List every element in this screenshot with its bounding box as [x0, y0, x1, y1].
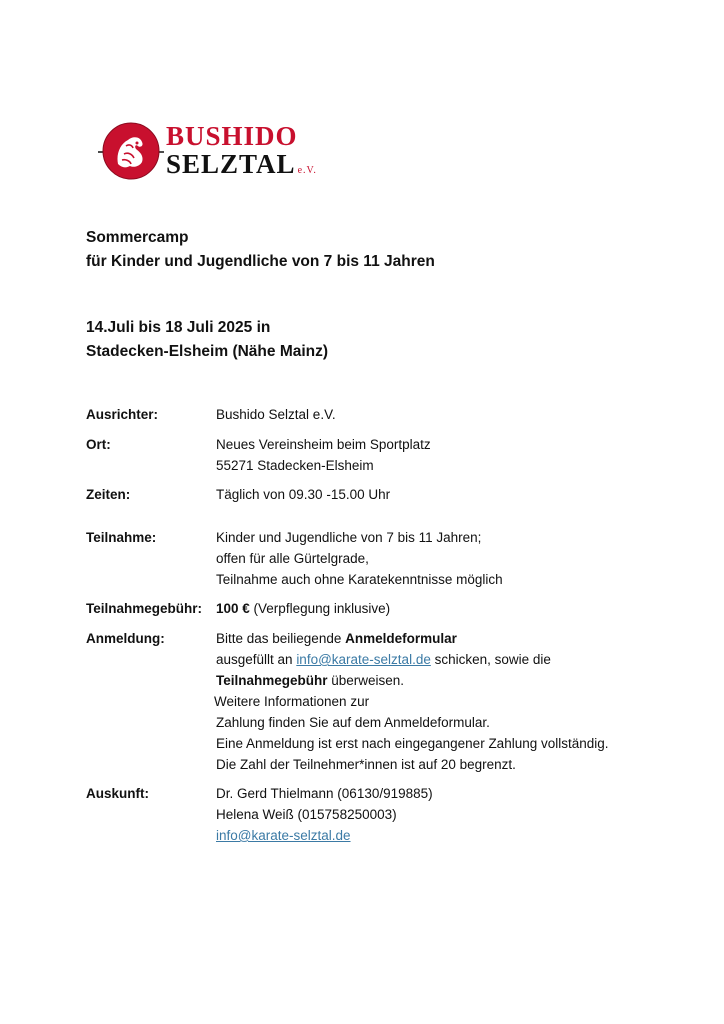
camp-title-line1: Sommercamp — [86, 229, 189, 246]
anmeldung-l6: Eine Anmeldung ist erst nach eingegangener Zahlung vollständig. — [216, 736, 609, 751]
label-teilnahme: Teilnahme: — [86, 530, 157, 545]
teilnahme-line1: Kinder und Jugendliche von 7 bis 11 Jahren; — [216, 530, 482, 545]
anmeldung-l1-text: Bitte das beiliegende — [216, 631, 346, 646]
email-link-anmeldung[interactable]: info@karate-selztal.de — [296, 652, 431, 667]
teilnahme-line2: offen für alle Gürtelgrade, — [216, 551, 369, 566]
ort-line2: 55271 Stadecken-Elsheim — [216, 458, 374, 473]
label-ort: Ort: — [86, 437, 111, 452]
label-auskunft: Auskunft: — [86, 786, 149, 801]
anmeldung-l3-post: überweisen. — [327, 673, 405, 688]
anmeldeformular-bold: Anmeldeformular — [345, 631, 457, 646]
tiger-emblem-icon — [96, 116, 166, 186]
label-anmeldung: Anmeldung: — [86, 631, 165, 646]
value-gebuehr — [216, 598, 656, 619]
camp-dates-line1: 14.Juli bis 18 Juli 2025 in — [86, 319, 271, 336]
ort-line1: Neues Vereinsheim beim Sportplatz — [216, 437, 431, 452]
auskunft-contact-1: Dr. Gerd Thielmann (06130/919885) — [216, 786, 433, 801]
anmeldung-l2-post: schicken, sowie die — [430, 652, 551, 667]
anmeldung-l7: Die Zahl der Teilnehmer*innen ist auf 20 begrenzt. — [216, 757, 516, 772]
logo-text-selztal-word: SELZTAL — [166, 149, 296, 179]
value-zeiten: Täglich von 09.30 -15.00 Uhr — [216, 487, 391, 502]
camp-dates — [86, 316, 328, 364]
logo-text-bushido: BUSHIDO — [166, 121, 298, 151]
camp-title-line2: für Kinder und Jugendliche von 7 bis 11 Jahren — [86, 253, 435, 270]
email-link-auskunft[interactable]: info@karate-selztal.de — [216, 828, 351, 843]
anmeldung-l2-pre: ausgefüllt an — [216, 652, 297, 667]
club-logo — [96, 116, 317, 188]
label-gebuehr: Teilnahmegebühr: — [86, 601, 203, 616]
value-ausrichter: Bushido Selztal e.V. — [216, 407, 336, 422]
logo-ev: e.V. — [297, 165, 317, 176]
auskunft-contact-2: Helena Weiß (015758250003) — [216, 807, 397, 822]
teilnahme-line3: Teilnahme auch ohne Karatekenntnisse möglich — [216, 572, 503, 587]
anmeldung-l4: Weitere Informationen zur — [214, 694, 370, 709]
value-ort — [216, 434, 656, 476]
camp-dates-line2: Stadecken-Elsheim (Nähe Mainz) — [86, 343, 329, 360]
value-auskunft — [216, 783, 656, 846]
label-ausrichter: Ausrichter: — [86, 407, 159, 422]
fee-note: (Verpflegung inklusive) — [249, 601, 391, 616]
camp-title — [86, 226, 435, 274]
value-anmeldung — [216, 628, 656, 775]
value-teilnahme — [216, 527, 656, 590]
anmeldung-l5: Zahlung finden Sie auf dem Anmeldeformular. — [216, 715, 490, 730]
teilnahmegebuehr-bold: Teilnahmegebühr — [216, 673, 328, 688]
label-zeiten: Zeiten: — [86, 487, 131, 502]
fee-amount: 100 € — [216, 601, 250, 616]
logo-text-selztal — [166, 150, 317, 185]
